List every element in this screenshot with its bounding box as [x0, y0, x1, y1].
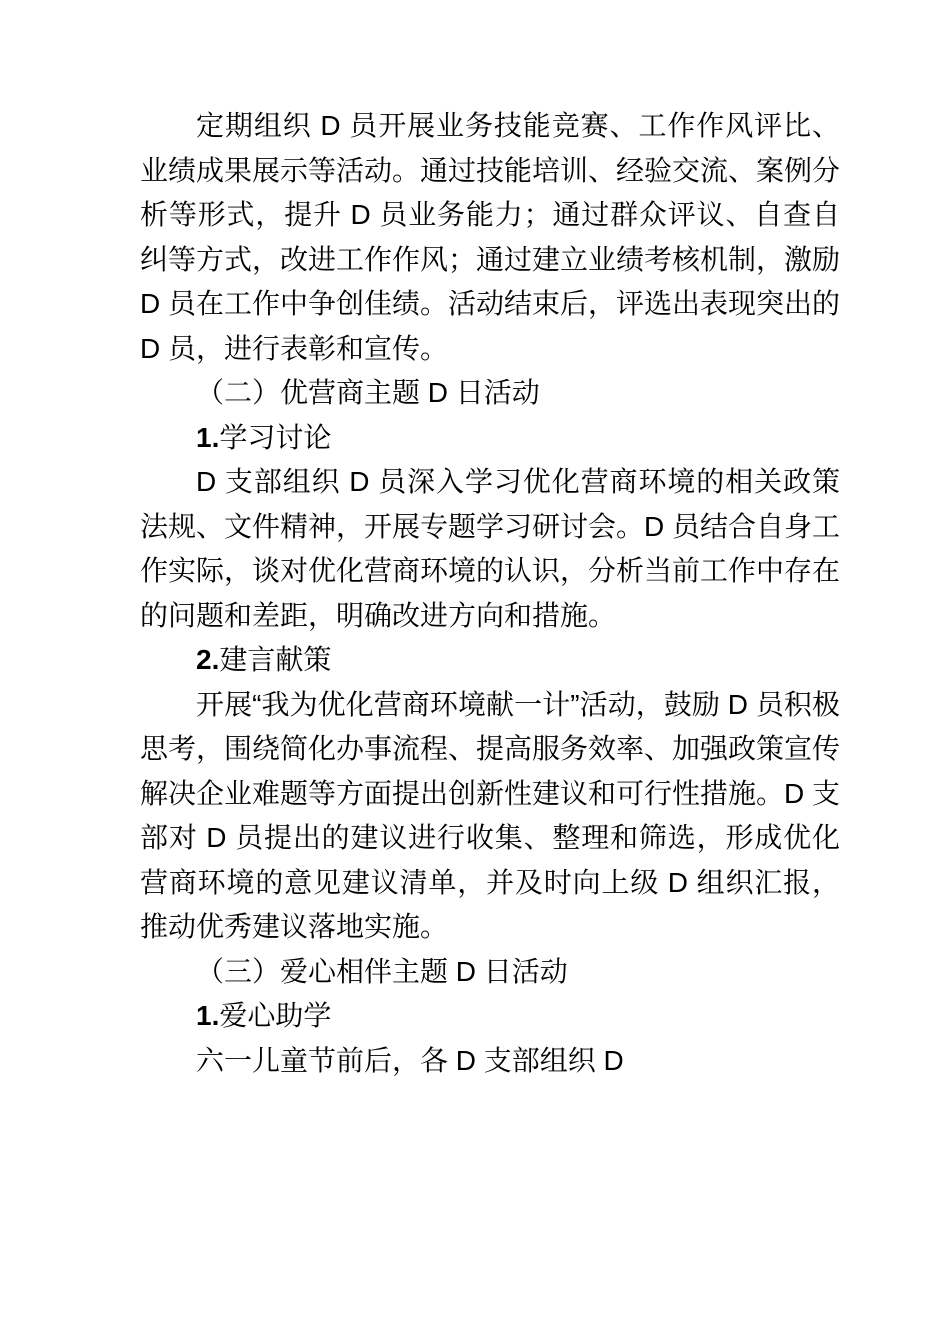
list-number: 1.: [196, 1000, 220, 1031]
paragraph-love-education-aid: 六一儿童节前后，各 D 支部组织 D: [196, 1044, 624, 1076]
list-heading-text: 学习讨论: [219, 421, 332, 453]
sub-heading-suggestions: [140, 638, 840, 683]
list-number: 2.: [196, 644, 220, 675]
paragraph-suggestions: 开展“我为优化营商环境献一计”活动，鼓励 D 员积极思考，围绕简化办事流程、提高服务效率、加强政策宣传解决企业难题等方面提出创新性建议和可行性措施。D 支部对 D 员提出的建议进行收集、整理和筛选，形成优化营商环境的意见建议清单，并及时向上级 D 组织汇报，推动优秀建议落地实施。: [140, 688, 841, 942]
sub-heading-study-discussion: [140, 416, 840, 461]
paragraph-study-discussion: D 支部组织 D 员深入学习优化营商环境的相关政策法规、文件精神，开展专题学习研讨会。D 员结合自身工作实际，谈对优化营商环境的认识，分析当前工作中存在的问题和差距，明确改进方向和措施。: [140, 466, 841, 631]
section-heading-love-theme-day: （三）爱心相伴主题 D 日活动: [196, 955, 568, 987]
list-number: 1.: [196, 421, 220, 453]
paragraph-skills-competition: 定期组织 D 员开展业务技能竞赛、工作作风评比、业绩成果展示等活动。通过技能培训、经验交流、案例分析等形式，提升 D 员业务能力；通过群众评议、自查自纠等方式，改进工作作风；通过建立业绩考核机制，激励 D 员在工作中争创佳绩。活动结束后，评选出表现突出的 D 员，进行表彰和宣传。: [140, 110, 841, 364]
list-heading-text: 爱心助学: [219, 1000, 332, 1031]
sub-heading-love-education-aid: [140, 994, 840, 1039]
section-heading-business-theme-day: （二）优营商主题 D 日活动: [196, 377, 540, 408]
list-heading-text: 建言献策: [219, 644, 332, 675]
